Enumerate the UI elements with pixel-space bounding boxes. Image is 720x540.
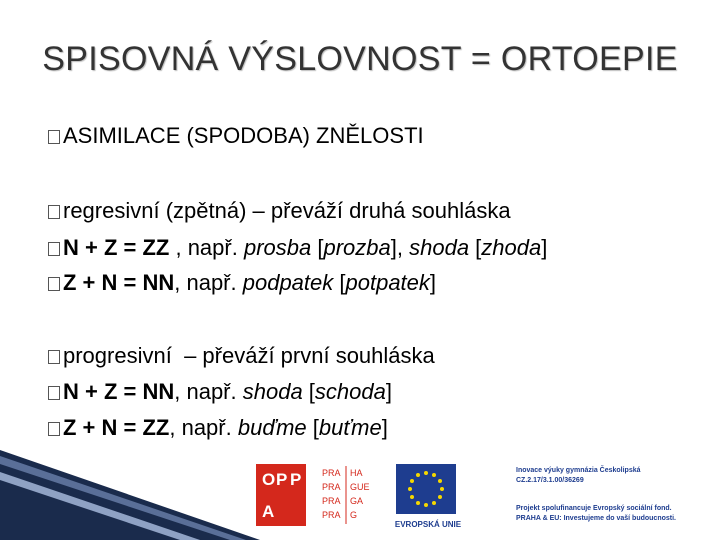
sep: , např. bbox=[174, 270, 243, 295]
progressive-desc: převáží první souhláska bbox=[202, 343, 435, 368]
pronunciation: prozba bbox=[323, 235, 391, 260]
regressive-desc: převáží druhá souhláska bbox=[270, 198, 511, 223]
checkbox-bullet-icon bbox=[48, 130, 60, 144]
rule: N + Z = ZZ bbox=[63, 235, 170, 260]
progressive-example-2: Z + N = ZZ, např. buďme [buťme] bbox=[48, 414, 388, 442]
regressive-example-1: N + Z = ZZ , např. prosba [prozba], shoda [zhoda] bbox=[48, 234, 547, 262]
opp-letter: P bbox=[290, 470, 302, 489]
project-code: CZ.2.17/3.1.00/36269 bbox=[516, 477, 584, 484]
rule: Z + N = ZZ bbox=[63, 415, 170, 440]
praha-cell: G bbox=[350, 510, 358, 520]
praha-cell: PRA bbox=[322, 482, 341, 492]
checkbox-bullet-icon bbox=[48, 277, 60, 291]
sep: , bbox=[396, 235, 410, 260]
regressive-term: regresivní (zpětná) bbox=[63, 198, 247, 223]
opp-letter: P bbox=[276, 470, 288, 489]
praha-grid-icon bbox=[318, 464, 390, 526]
page-title: SPISOVNÁ VÝSLOVNOST = ORTOEPIE bbox=[42, 40, 678, 78]
pronunciation: zhoda bbox=[481, 235, 542, 260]
footer-logos bbox=[248, 456, 720, 540]
project-name: Inovace výuky gymnázia Českolipská bbox=[516, 467, 641, 474]
section-heading: ASIMILACE (SPODOBA) ZNĚLOSTI bbox=[63, 123, 424, 148]
rule: N + Z = NN bbox=[63, 379, 175, 404]
progressive-term: progresivní bbox=[63, 343, 172, 368]
progressive-example-1: N + Z = NN, např. shoda [schoda] bbox=[48, 378, 392, 406]
heading-line bbox=[48, 122, 424, 150]
regressive-example-2: Z + N = NN, např. podpatek [potpatek] bbox=[48, 269, 436, 297]
praha-cell: PRA bbox=[322, 496, 341, 506]
checkbox-bullet-icon bbox=[48, 205, 60, 219]
word: shoda bbox=[242, 379, 303, 404]
checkbox-bullet-icon bbox=[48, 422, 60, 436]
checkbox-bullet-icon bbox=[48, 242, 60, 256]
opp-logo bbox=[256, 464, 306, 526]
funding-note: Projekt spolufinancuje Evropský sociální fond. bbox=[516, 505, 672, 512]
praha-cell: GA bbox=[350, 496, 364, 506]
word: podpatek bbox=[242, 270, 334, 295]
praha-cell: PRA bbox=[322, 468, 341, 478]
word: prosba bbox=[243, 235, 312, 260]
dash: – bbox=[171, 343, 203, 368]
praha-logo bbox=[318, 464, 390, 526]
funding-slogan: PRAHA & EU: Investujeme do vaší budoucnosti. bbox=[516, 515, 676, 522]
sep: , např. bbox=[174, 379, 243, 404]
sep: , např. bbox=[169, 415, 238, 440]
pronunciation: buťme bbox=[318, 415, 382, 440]
pronunciation: potpatek bbox=[345, 270, 430, 295]
praha-cell: PRA bbox=[322, 510, 341, 520]
decorative-stripe bbox=[0, 450, 260, 540]
word: buďme bbox=[237, 415, 307, 440]
eu-label: EVROPSKÁ UNIE bbox=[394, 520, 462, 529]
opp-letter: A bbox=[262, 502, 275, 521]
checkbox-bullet-icon bbox=[48, 350, 60, 364]
praha-cell: HA bbox=[350, 468, 363, 478]
sep: , např. bbox=[169, 235, 244, 260]
regressive-line bbox=[48, 197, 511, 225]
pronunciation: schoda bbox=[314, 379, 386, 404]
rule: Z + N = NN bbox=[63, 270, 175, 295]
dash: – bbox=[246, 198, 271, 223]
praha-cell: GUE bbox=[350, 482, 370, 492]
checkbox-bullet-icon bbox=[48, 386, 60, 400]
opp-letter: O bbox=[262, 470, 276, 489]
progressive-line bbox=[48, 342, 435, 370]
eu-flag-icon bbox=[396, 464, 456, 514]
word: shoda bbox=[409, 235, 470, 260]
